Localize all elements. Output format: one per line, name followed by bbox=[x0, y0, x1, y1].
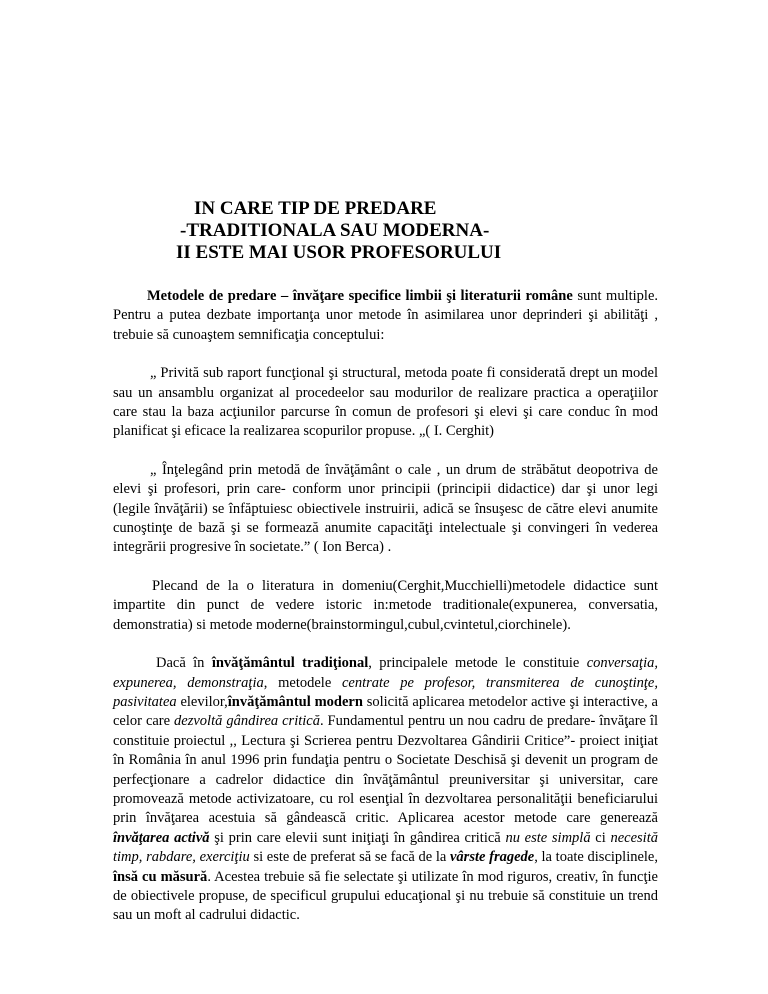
italic-run: necesită timp, rabdare, exerciţiu bbox=[113, 829, 658, 866]
document-title bbox=[0, 198, 768, 264]
paragraph-methods bbox=[113, 654, 658, 926]
bold-run: învăţământul modern bbox=[227, 693, 363, 710]
text-run: ci bbox=[590, 829, 611, 846]
paragraph-quote-berca: „ Înţelegând prin metodă de învăţământ o cale , un drum de străbătut deopotriva de elevi şi profesori, prin care- conform unor principii (principii didactice) dar şi unor legi (legile învăţării) se înfăptuiesc obiectivele instruirii, adică se însuşesc de către elevi anumite cunoştinţe de bază şi se formează anumite capacităţi intelectuale şi convingeri în vederea integrării progresive în societate.” ( Ion Berca) . bbox=[113, 461, 658, 556]
text-run: solicită aplicarea metodelor active şi interactive, a celor care bbox=[113, 693, 658, 730]
text-run: şi prin care elevii sunt iniţiaţi în gândirea critică bbox=[209, 829, 506, 846]
italic-run: conversaţia, expunerea, demonstraţia bbox=[113, 655, 658, 691]
intro-bold-lead: Metodele de predare – învăţare specifice limbii şi literaturii române bbox=[147, 288, 573, 304]
text-run: Dacă în bbox=[156, 655, 212, 672]
title-line-3: II ESTE MAI USOR PROFESORULUI bbox=[176, 242, 502, 263]
bold-run: învăţământul tradiţional bbox=[211, 655, 369, 672]
text-run: , la toate disciplinele, bbox=[534, 849, 658, 866]
paragraph-literature: Plecand de la o literatura in domeniu(Cerghit,Mucchielli)metodele didactice sunt impartite din punct de vedere istoric in:metode traditionale(expunerea, conversatia, demonstratia) si metode moderne(brainstormingul,cubul,cvintetul,ciorchinele). bbox=[113, 577, 658, 633]
paragraph-quote-cerghit: „ Privită sub raport funcţional şi structural, metoda poate fi considerată drept un model sau un ansamblu organizat al procedeelor sau modurilor de realizare practica a operaţiilor care stau la baza acţiunilor parcurse în comun de profesori şi elevi şi care conduc în mod planificat şi eficace la realizarea scopurilor propuse. „( I. Cerghit) bbox=[113, 365, 658, 440]
bold-italic-run bbox=[450, 849, 534, 865]
title-line-1: IN CARE TIP DE PREDARE bbox=[194, 198, 437, 219]
text-run: , metodele bbox=[263, 674, 342, 691]
italic-run: centrate pe profesor, transmiterea de cunoştinţe, pasivitatea bbox=[113, 674, 658, 710]
italic-run: nu este simplă bbox=[505, 829, 591, 846]
text-run: , principalele metode le constituie bbox=[368, 655, 587, 672]
paragraph-intro bbox=[113, 287, 658, 345]
text-run: . Fundamentul pentru un nou cadru de predare- învăţare îl constituie proiectul ,, Lectura şi Scrierea pentru Dezvoltarea Gândirii Critice”- proiect iniţiat în România în anul 1996 prin fundaţia pentru o Societate Deschisă şi devenit un program de perfecţionare a cadrelor didactice din învăţământul preuniversitar şi universitar, care promovează metode activizatoare, cu rol esenţial în dezvoltarea personalităţii beneficiarului prin învăţarea acestuia să gândească critic. Aplicarea acestor metode care generează bbox=[113, 713, 658, 827]
bold-italic-run bbox=[113, 830, 210, 846]
text-run: elevilor, bbox=[176, 693, 228, 710]
bold-run: însă cu măsură bbox=[113, 868, 208, 885]
italic-run: dezvoltă gândirea critică bbox=[174, 713, 320, 730]
document-body bbox=[113, 287, 658, 945]
text-run: si este de preferat să se facă de la bbox=[249, 849, 450, 866]
text-run: . Acestea trebuie să fie selectate şi utilizate în mod riguros, creativ, în funcţie de obiectivele propuse, de specificul grupului educaţional şi nu trebuie să constituie un trend sau un moft al cadrului didactic. bbox=[113, 868, 658, 924]
bold-italic-text: vârste fragede bbox=[450, 849, 535, 866]
title-line-2: -TRADITIONALA SAU MODERNA- bbox=[180, 220, 490, 241]
bold-italic-text: învăţarea activă bbox=[113, 829, 210, 846]
intro-rest: sunt multiple. Pentru a putea dezbate importanţa unor metode în asimilarea unor deprinderi şi abilităţi , trebuie să cunoaştem semnificaţia conceptului: bbox=[113, 288, 659, 343]
